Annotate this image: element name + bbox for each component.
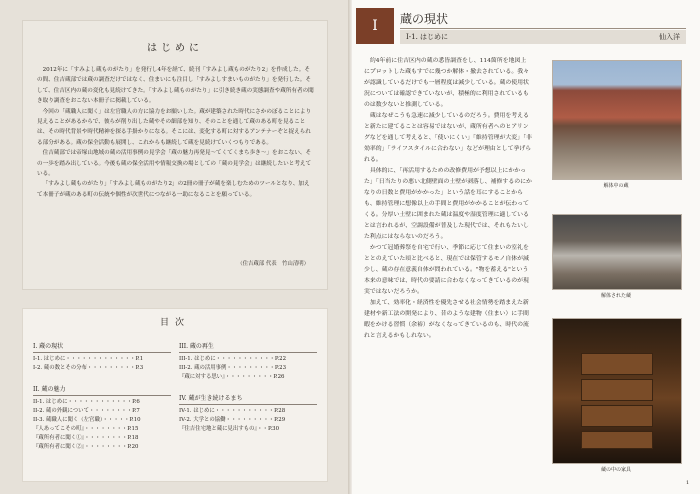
toc-section-heading[interactable]: IV. 蔵が生き続けるまち [179,394,317,405]
photo-caption: 解体中の蔵 [603,183,629,189]
toc-title: 目次 [159,318,190,328]
intro-paragraph: 住吉蔵部では帝塚山地域の蔵の活用事例の見学会「蔵の魅力再発見～てくてくまち歩き～」をおこない、その一歩を踏み出している。今後も蔵の保全活用や情報交換の場としての「蔵の見学会」は継続したいと考えている。 [37,150,312,178]
intro-paragraph: 今回の「蔵職人に聞く」は左官職人の方に協力をお願いした。蔵が建築された時代にさかのぼることにより見えることがあるからで、彼らが削り出した蔵やその細部を知り、そのことを通して蔵のある町を見ることは、その時代背景や時代精神を探る手掛かりになる。そこには、変化する町に対するアンテナーぞと捉えられる部分がある。蔵の保全活動も展開し、これからも継続して蔵を見続けていくつもりである。 [37,108,312,146]
toc-item[interactable]: I-1. はじめに・・・・・・・・・・・・・P.1 [33,356,144,362]
page-number: 1 [686,480,690,486]
toc-item[interactable]: 『蔵所有者に聞く②』・・・・・・・・P.20 [33,444,139,450]
toc-column-left [33,337,171,452]
photo-caption: 解体された蔵 [600,293,631,299]
intro-title: はじめに [147,43,203,54]
body-paragraph: 具体的に、「再活用するための改修費用が予想以上にかかった」「日当たりの悪い北側壁面の土壁が剥落し、補修するのにかなりの日数と費用がかかった」という話を耳にすることからも、維持管理に想像以上の手間と費用がかかることが伝わってくる。分厚い土壁に囲まれた蔵は温度や湿度管理に適しているとは言われるが、空調設備が普及した現代では、それもたいした利点にはならないのだろう。 [364,168,532,240]
toc-item[interactable]: 『住吉住宅地と蔵に見出すもの』・・P.30 [179,426,280,432]
table-of-contents [22,308,328,482]
chapter-title: 蔵の現状 [400,12,449,26]
furniture-drawer [581,405,653,427]
body-paragraph: かつて冠婚葬祭を自宅で行い、季節に応じて住まいの室礼をととのえていた頃と比べると、現在では保管するモノ自体が減少し、蔵の存在意義自体が問われている。"物を蓄える"という本来の意味では、時代の要請に合わなくなってきているのが現実ではないだろうか。 [364,245,529,295]
photo-caption: 蔵の中の家具 [600,467,631,473]
body-paragraph: 加えて、効率化・経済性を優先させる社会情勢を踏まえた新建材や新工法の開発により、昔のような建物（住まい）に手間暇をかける習慣（余裕）がなくなってきているのも、時代の流れと言えるかもしれない。 [364,300,529,339]
toc-item[interactable]: 『蔵所有者に聞く①』・・・・・・・・P.18 [33,435,139,441]
furniture-drawer [581,353,653,375]
toc-item[interactable]: 『人あってこその町』・・・・・・・・P.15 [33,426,139,432]
body-paragraph: 蔵はなぜこうも急速に減少しているのだろう。費用を考えると新たに建てることは容易ではないが、蔵所有者へのヒアリングなどを通して考えると、「使いにくい」「維持管理が大変」「非効率的」「ライフスタイルに合わない」などが理由として挙げられる。 [364,113,532,163]
photo-demolished-storehouse [552,214,682,290]
toc-item[interactable]: IV-1. はじめに・・・・・・・・・・・P.28 [179,408,286,414]
toc-item[interactable]: I-2. 蔵の数とその分布・・・・・・・・・P.3 [33,365,144,371]
chapter-number: I [356,8,394,44]
intro-body [37,65,315,200]
left-page [0,0,348,494]
toc-section-heading[interactable]: II. 蔵の魅力 [33,385,171,396]
intro-paragraph: 「すみよし蔵ものがたり」「すみよし蔵ものがたり2」の2冊の冊子が蔵を楽しむためのツールとなり、加えて本冊子が蔵のある町の伝統や個性が次世代につながる一助になることを願っている。 [37,181,310,198]
toc-item[interactable]: II-2. 蔵の外観について・・・・・・・・P.7 [33,408,140,414]
furniture-drawer [581,431,653,449]
toc-item[interactable]: II-3. 蔵職人に聞く（左官職）・・・・・P.10 [33,417,141,423]
toc-column-right [179,337,317,434]
toc-item[interactable]: IV-2. 大学との協働・・・・・・・・・P.29 [179,417,286,423]
body-paragraph: 約4年前に住吉区内の蔵の悉皆調査をし、114箇所を地図上にプロットした蔵もすでに幾つか解体・撤去されている。我々が認識しているだけでも一層程度は減少している。蔵の使用状況については確認できていないが、積極的に利用されているものは数少ないと推測している。 [364,58,529,108]
photo-demolition-storehouse [552,60,682,180]
chapter-rule [400,28,686,29]
intro-signature: （住吉蔵部 代表 竹山清明） [237,261,309,267]
section-author: 仙入洋 [659,33,680,41]
photo-storehouse-furniture [552,318,682,464]
section-bar [400,30,686,44]
section-title: I-1. はじめに [406,33,449,41]
article-body [364,56,532,342]
toc-item[interactable]: II-1. はじめに・・・・・・・・・・・・P.6 [33,399,140,405]
intro-paragraph: 2012年に「すみよし蔵ものがたり」を発行し4年を経て、続刊「すみよし蔵ものがたり2」を作成した。その間、住吉蔵部では蔵の調査だけではなく、住まいにも注目し「すみよしすまいものがたり」を発行した。そして、住吉区内の蔵の変化も見続けてきた。「すみよし蔵ものがたり」に引き続き蔵の実態調査や蔵所有者の聞き取り調査をおこない本冊子に掲載している。 [37,67,314,105]
intro-box [22,20,328,290]
toc-item[interactable]: III-1. はじめに・・・・・・・・・・・P.22 [179,356,287,362]
toc-section-heading[interactable]: I. 蔵の現状 [33,342,171,353]
toc-section-heading[interactable]: III. 蔵の再生 [179,342,317,353]
toc-item[interactable]: III-2. 蔵の活用事例・・・・・・・・・P.23 [179,365,287,371]
furniture-drawer [581,379,653,401]
toc-item[interactable]: 『蔵に対する思い』・・・・・・・・・P.26 [179,374,285,380]
